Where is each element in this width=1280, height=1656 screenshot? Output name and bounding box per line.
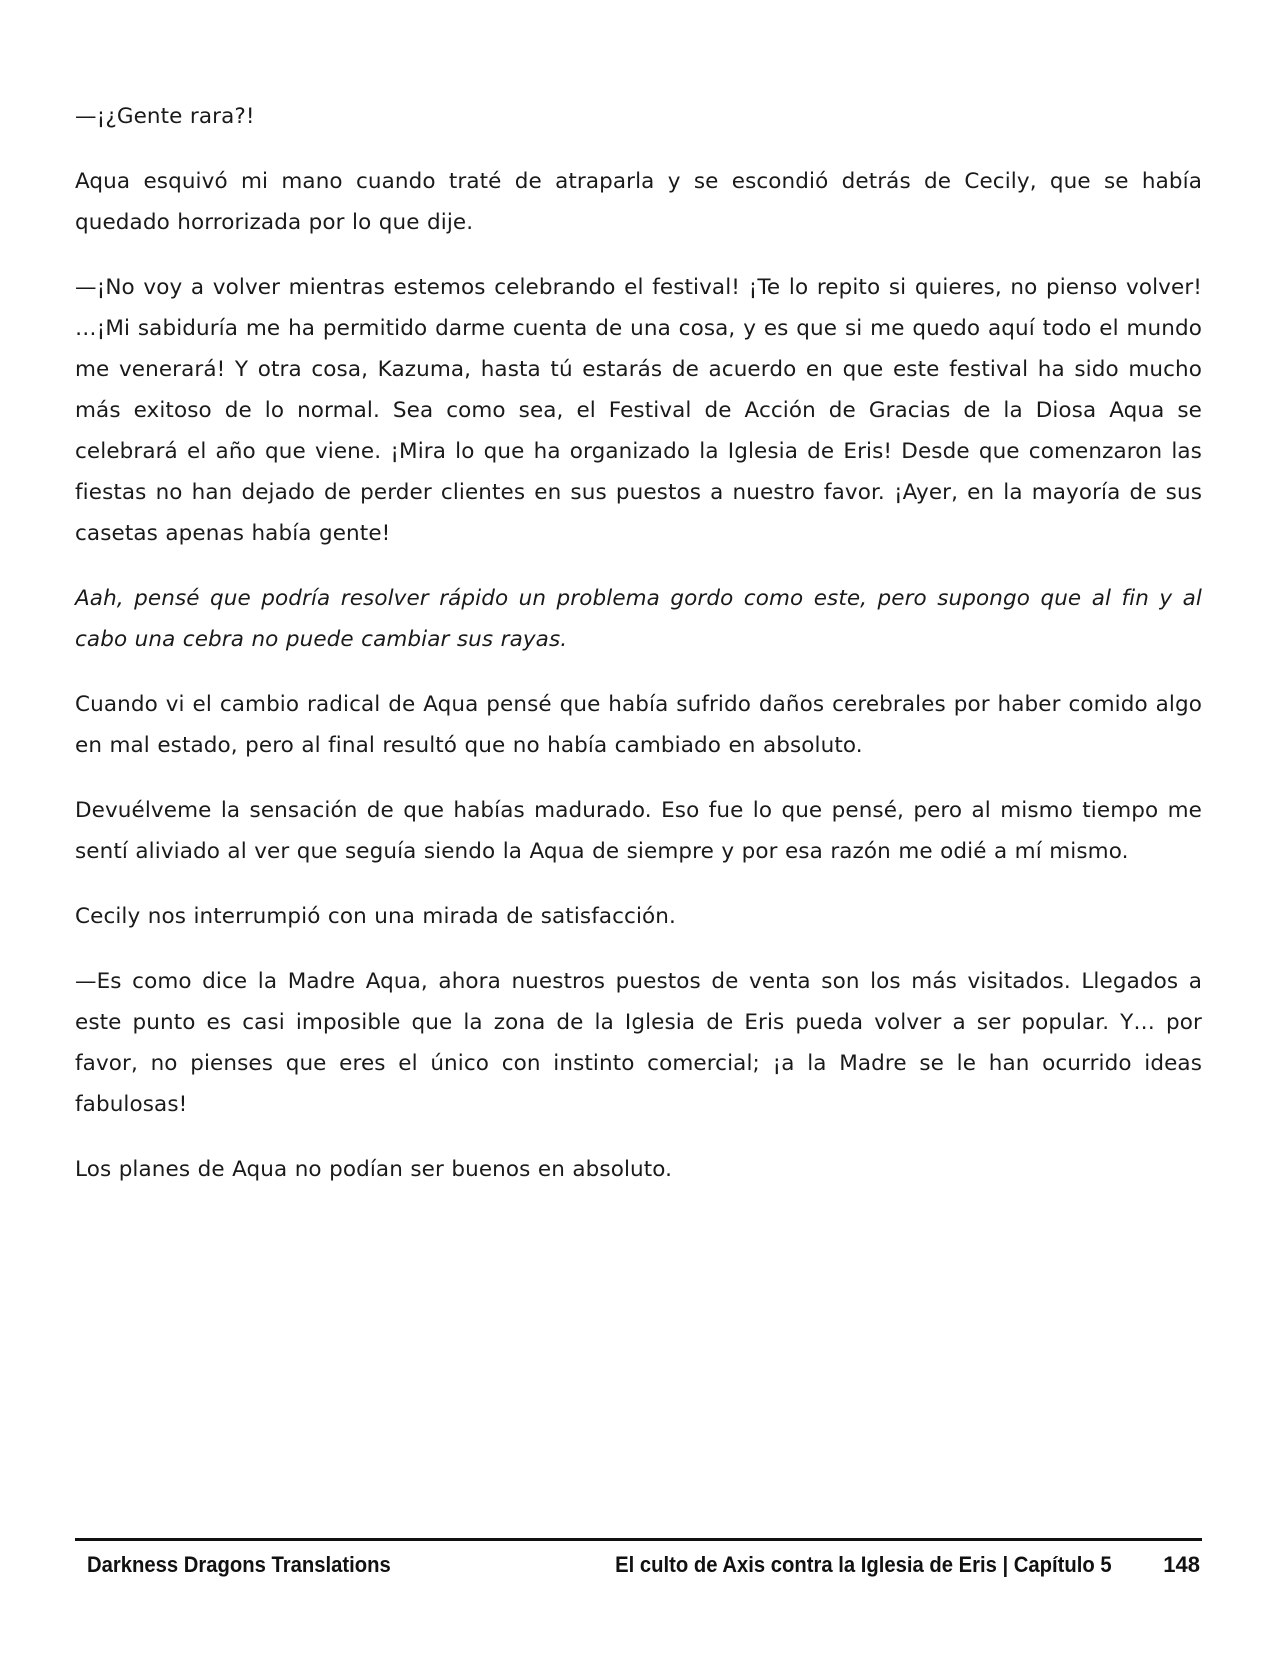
paragraph: Cuando vi el cambio radical de Aqua pensé que había sufrido daños cerebrales por haber comido algo en mal estado, pero al final resultó que no había cambiado en absoluto.	[75, 692, 1202, 758]
paragraph: Aqua esquivó mi mano cuando traté de atraparla y se escondió detrás de Cecily, que se había quedado horrorizada por lo que dije.	[75, 169, 1202, 235]
paragraph: Los planes de Aqua no podían ser buenos en absoluto.	[75, 1157, 673, 1182]
paragraph: Cecily nos interrumpió con una mirada de satisfacción.	[75, 904, 676, 929]
page-footer	[75, 1552, 1202, 1582]
paragraph-italic: Aah, pensé que podría resolver rápido un problema gordo como este, pero supongo que al fin y al cabo una cebra no puede cambiar sus rayas.	[75, 586, 1202, 652]
footer-chapter-title: El culto de Axis contra la Iglesia de Eris | Capítulo 5	[615, 1552, 1112, 1577]
footer-page-number: 148	[1163, 1552, 1200, 1577]
footer-publisher: Darkness Dragons Translations	[87, 1552, 391, 1577]
paragraph: —¡¿Gente rara?!	[75, 104, 255, 129]
footer-divider	[75, 1538, 1202, 1541]
page-body	[75, 96, 1202, 1214]
paragraph: —Es como dice la Madre Aqua, ahora nuestros puestos de venta son los más visitados. Llegados a este punto es casi imposible que la zona de la Iglesia de Eris pueda volver a ser popular. Y… por favor, no pienses que eres el único con instinto comercial; ¡a la Madre se le han ocurrido ideas fabulosas!	[75, 969, 1202, 1117]
paragraph: —¡No voy a volver mientras estemos celebrando el festival! ¡Te lo repito si quieres, no pienso volver! …¡Mi sabiduría me ha permitido darme cuenta de una cosa, y es que si me quedo aquí todo el mundo me venerará! Y otra cosa, Kazuma, hasta tú estarás de acuerdo en que este festival ha sido mucho más exitoso de lo normal. Sea como sea, el Festival de Acción de Gracias de la Diosa Aqua se celebrará el año que viene. ¡Mira lo que ha organizado la Iglesia de Eris! Desde que comenzaron las fiestas no han dejado de perder clientes en sus puestos a nuestro favor. ¡Ayer, en la mayoría de sus casetas apenas había gente!	[75, 275, 1202, 546]
paragraph: Devuélveme la sensación de que habías madurado. Eso fue lo que pensé, pero al mismo tiempo me sentí aliviado al ver que seguía siendo la Aqua de siempre y por esa razón me odié a mí mismo.	[75, 798, 1202, 864]
